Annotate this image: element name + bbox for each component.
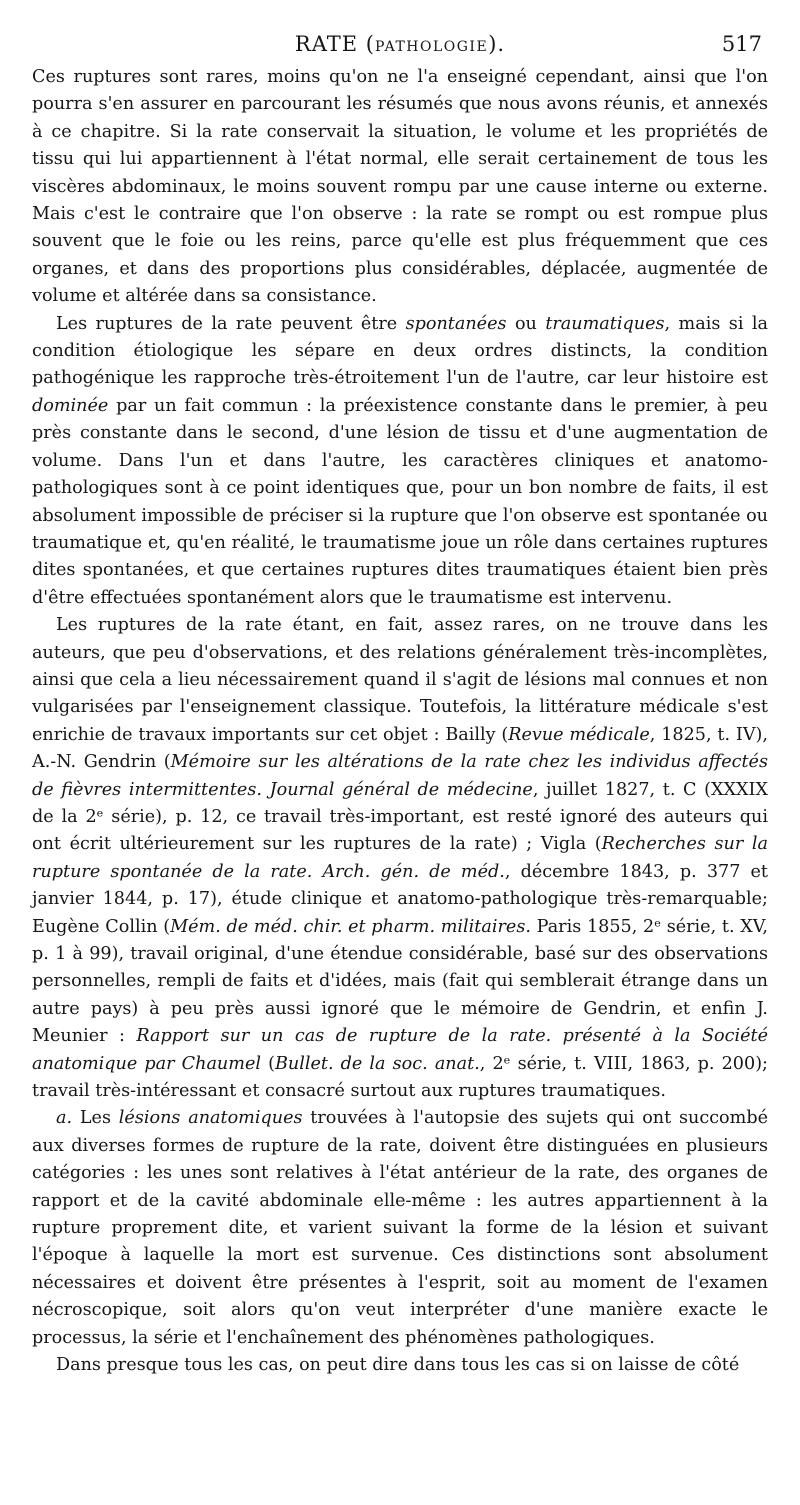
- text-run: (: [261, 1053, 275, 1074]
- running-title-close: ).: [488, 32, 506, 56]
- running-header: [0, 28, 800, 58]
- italic-run: Mémoire sur les altérations de la rate chez les individus affectés de fièvres intermittentes. Journal général de médecine: [32, 752, 768, 800]
- text-run: , 1825, t. IV), A.-N. Gendrin (: [32, 724, 769, 773]
- paragraph-bibliographie: [32, 612, 768, 1105]
- running-title-subject: PATHOLOGIE: [374, 39, 489, 55]
- paragraph-spontanees-traumatiques: [32, 311, 768, 612]
- italic-run: Revue médicale: [508, 724, 650, 745]
- text-run: , 2ᵉ série, t. VIII, 1863, p. 200); travail très-intéressant et consacré surtout aux ruptures traumatiques.: [32, 1053, 768, 1102]
- text-run: , juillet 1827, t. C (XXXIX de la 2ᵉ série), p. 12, ce travail très-important, est resté ignoré des auteurs qui ont écrit ultérieurement sur les ruptures de la rate) ; Vigla (: [32, 779, 768, 855]
- text-run: trouvées à l'autopsie des sujets qui ont succombé aux diverses formes de rupture de la rate, doivent être distinguées en plusieurs catégories : les unes sont relatives à l'état antérieur de la rate, des organes de rapport et de la cavité abdominale elle-même : les autres appartiennent à la rupture proprement dite, et varient suivant la forme de la lésion et suivant l'époque à laquelle la mort est survenue. Ces distinctions sont absolument nécessaires et doivent être présentes à l'esprit, soit au moment de l'examen nécroscopique, soit alors qu'on veut interpréter d'une manière exacte le processus, la série et l'enchaînement des phénomènes pathologiques.: [32, 1108, 768, 1348]
- running-title: [0, 32, 800, 56]
- text-run: Les ruptures de la rate peuvent être: [56, 313, 406, 334]
- italic-run: spontanées: [405, 313, 507, 334]
- paragraph-ruptures-rares: [32, 64, 768, 311]
- italic-run: traumatiques: [545, 313, 665, 334]
- italic-run: dominée: [32, 395, 109, 416]
- body-text: [32, 64, 768, 1380]
- paragraph-dans-presque-tous: [32, 1352, 768, 1379]
- text-run: Paris 1855, 2ᵉ série, t. XV, p. 1 à 99), travail original, d'une étendue considérable, basé sur des observations personnelles, rempli de faits et d'idées, mais (fait qui semblerait étrange dans un autre pays) à peu près aussi ignoré que le mémoire de Gendrin, et enfin J. Meunier :: [32, 916, 768, 1047]
- italic-run: lésions anatomiques: [118, 1108, 303, 1129]
- text-run: Les: [72, 1108, 119, 1129]
- text-run: , décembre 1843, p. 377 et janvier 1844, p. 17), étude clinique et anatomo-pathologique très-remarquable; Eugène Collin (: [32, 861, 768, 937]
- italic-run: Recherches sur la rupture spontanée de la rate. Arch. gén. de méd.: [32, 834, 768, 882]
- text-run: ou: [506, 313, 546, 334]
- text-run: , mais si la condition étiologique les sépare en deux ordres distincts, la condition pathogénique les rapproche très-étroitement l'un de l'autre, car leur histoire est: [32, 313, 769, 389]
- italic-run: Bullet. de la soc. anat.: [274, 1053, 480, 1074]
- page-number: 517: [721, 32, 762, 56]
- italic-run: Rapport sur un cas de rupture de la rate. présenté à la Société anatomique par Chaumel: [32, 1026, 768, 1074]
- italic-run: Mém. de méd. chir. et pharm. militaires.: [170, 916, 531, 937]
- text-run: Ces ruptures sont rares, moins qu'on ne l'a enseigné cependant, ainsi que l'on pourra s'en assurer en parcourant les résumés que nous avons réunis, et annexés à ce chapitre. Si la rate conservait la situation, le volume et les propriétés de tissu qui lui appartiennent à l'état normal, elle serait certainement de tous les viscères abdominaux, le moins souvent rompu par une cause interne ou externe. Mais c'est le contraire que l'on observe : la rate se rompt ou est rompue plus souvent que le foie ou les reins, parce qu'elle est plus fréquemment que ces organes, et dans des proportions plus considérables, déplacée, augmentée de volume et altérée dans sa consistance.: [32, 67, 768, 307]
- text-run: Dans presque tous les cas, on peut dire dans tous les cas si on laisse de côté: [56, 1355, 740, 1376]
- paragraph-lesions-anatomiques: [32, 1105, 768, 1352]
- text-run: Les ruptures de la rate étant, en fait, assez rares, on ne trouve dans les auteurs, que peu d'observations, et des relations généralement très-incomplètes, ainsi que cela a lieu nécessairement quand il s'agit de lésions mal connues et non vulgarisées par l'enseignement classique. Toutefois, la littérature médicale s'est enrichie de travaux importants sur cet objet : Bailly (: [32, 615, 768, 745]
- text-run: par un fait commun : la préexistence constante dans le premier, à peu près constante dans le second, d'une lésion de tissu et d'une augmentation de volume. Dans l'un et dans l'autre, les caractères cliniques et anatomo-pathologiques sont à ce point identiques que, pour un bon nombre de faits, il est absolument impossible de préciser si la rupture que l'on observe est spontanée ou traumatique et, qu'en réalité, le traumatisme joue un rôle dans certaines ruptures dites spontanées, et que certaines ruptures dites traumatiques étaient bien près d'être effectuées spontanément alors que le traumatisme est intervenu.: [32, 395, 768, 608]
- italic-run: a.: [56, 1108, 73, 1129]
- running-title-main: RATE (: [294, 32, 375, 56]
